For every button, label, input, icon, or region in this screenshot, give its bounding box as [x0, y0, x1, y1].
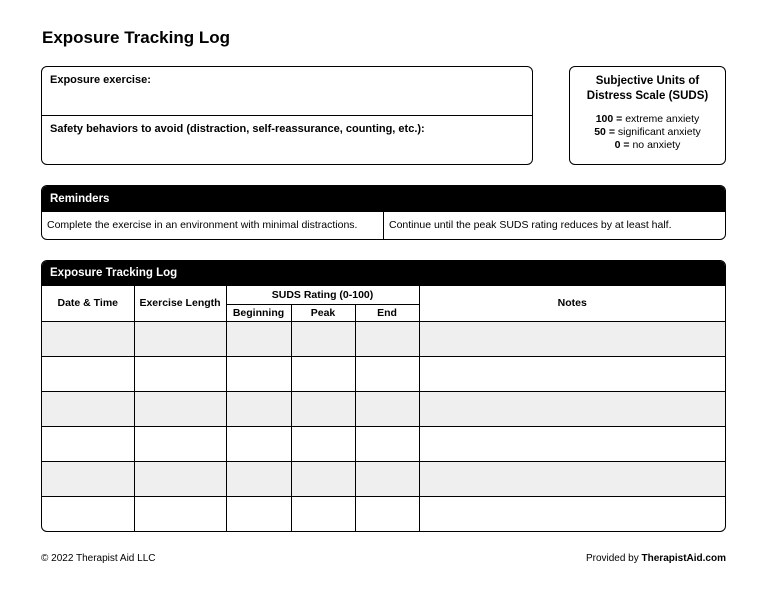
- cell-date-time[interactable]: [42, 356, 134, 391]
- col-header-notes: Notes: [419, 286, 725, 321]
- cell-suds-peak[interactable]: [291, 391, 355, 426]
- tracking-log-section: [41, 260, 726, 532]
- exposure-exercise-field[interactable]: [42, 67, 532, 116]
- reminders-section: [41, 185, 726, 240]
- cell-date-time[interactable]: [42, 391, 134, 426]
- exercise-box: [41, 66, 533, 165]
- cell-notes[interactable]: [419, 356, 725, 391]
- table-row: [42, 391, 725, 426]
- suds-scale-item: 50 = significant anxiety: [594, 126, 701, 138]
- cell-suds-beginning[interactable]: [226, 391, 291, 426]
- footer-brand-link[interactable]: TherapistAid.com: [641, 553, 726, 564]
- cell-suds-end[interactable]: [355, 356, 419, 391]
- cell-suds-beginning[interactable]: [226, 496, 291, 531]
- cell-notes[interactable]: [419, 496, 725, 531]
- safety-behaviors-field[interactable]: [42, 116, 532, 165]
- col-header-date-time: Date & Time: [42, 286, 134, 321]
- table-row: [42, 426, 725, 461]
- suds-scale-box: [569, 66, 726, 165]
- cell-date-time[interactable]: [42, 461, 134, 496]
- cell-notes[interactable]: [419, 461, 725, 496]
- footer-attribution: [586, 553, 726, 564]
- cell-suds-end[interactable]: [355, 391, 419, 426]
- cell-date-time[interactable]: [42, 321, 134, 356]
- col-header-beginning: Beginning: [226, 304, 291, 321]
- page-title: Exposure Tracking Log: [42, 28, 230, 47]
- cell-suds-peak[interactable]: [291, 426, 355, 461]
- cell-date-time[interactable]: [42, 426, 134, 461]
- table-row: [42, 461, 725, 496]
- table-row: [42, 356, 725, 391]
- cell-notes[interactable]: [419, 321, 725, 356]
- col-header-end: End: [355, 304, 419, 321]
- tracking-log-header: Exposure Tracking Log: [42, 261, 725, 286]
- cell-suds-peak[interactable]: [291, 356, 355, 391]
- cell-date-time[interactable]: [42, 496, 134, 531]
- cell-exercise-length[interactable]: [134, 426, 226, 461]
- suds-scale-item: 0 = no anxiety: [614, 139, 681, 151]
- table-row: [42, 496, 725, 531]
- cell-suds-beginning[interactable]: [226, 356, 291, 391]
- exposure-exercise-label: Exposure exercise:: [50, 74, 151, 86]
- cell-notes[interactable]: [419, 391, 725, 426]
- cell-suds-peak[interactable]: [291, 496, 355, 531]
- col-header-suds-rating: SUDS Rating (0-100): [226, 286, 419, 304]
- reminders-row: [42, 212, 725, 239]
- cell-suds-beginning[interactable]: [226, 321, 291, 356]
- cell-exercise-length[interactable]: [134, 391, 226, 426]
- cell-exercise-length[interactable]: [134, 461, 226, 496]
- cell-suds-peak[interactable]: [291, 321, 355, 356]
- cell-suds-beginning[interactable]: [226, 461, 291, 496]
- suds-title: Subjective Units of Distress Scale (SUDS): [586, 75, 709, 102]
- cell-suds-end[interactable]: [355, 461, 419, 496]
- reminder-item: Complete the exercise in an environment with minimal distractions.: [42, 212, 384, 239]
- footer-copyright: © 2022 Therapist Aid LLC: [41, 553, 156, 564]
- cell-exercise-length[interactable]: [134, 496, 226, 531]
- table-row: [42, 321, 725, 356]
- cell-exercise-length[interactable]: [134, 356, 226, 391]
- cell-suds-end[interactable]: [355, 496, 419, 531]
- col-header-peak: Peak: [291, 304, 355, 321]
- cell-suds-beginning[interactable]: [226, 426, 291, 461]
- cell-suds-peak[interactable]: [291, 461, 355, 496]
- cell-suds-end[interactable]: [355, 321, 419, 356]
- footer-provided-by: Provided by: [585, 553, 639, 564]
- suds-scale-item: 100 = extreme anxiety: [595, 113, 700, 125]
- cell-suds-end[interactable]: [355, 426, 419, 461]
- cell-notes[interactable]: [419, 426, 725, 461]
- reminder-item: Continue until the peak SUDS rating reduces by at least half.: [389, 219, 672, 231]
- reminders-header: Reminders: [42, 186, 725, 212]
- suds-scale-list: [570, 113, 725, 152]
- col-header-exercise-length: Exercise Length: [134, 286, 226, 321]
- tracking-log-table: [42, 286, 725, 531]
- safety-behaviors-label: Safety behaviors to avoid (distraction, self-reassurance, counting, etc.):: [50, 123, 425, 135]
- cell-exercise-length[interactable]: [134, 321, 226, 356]
